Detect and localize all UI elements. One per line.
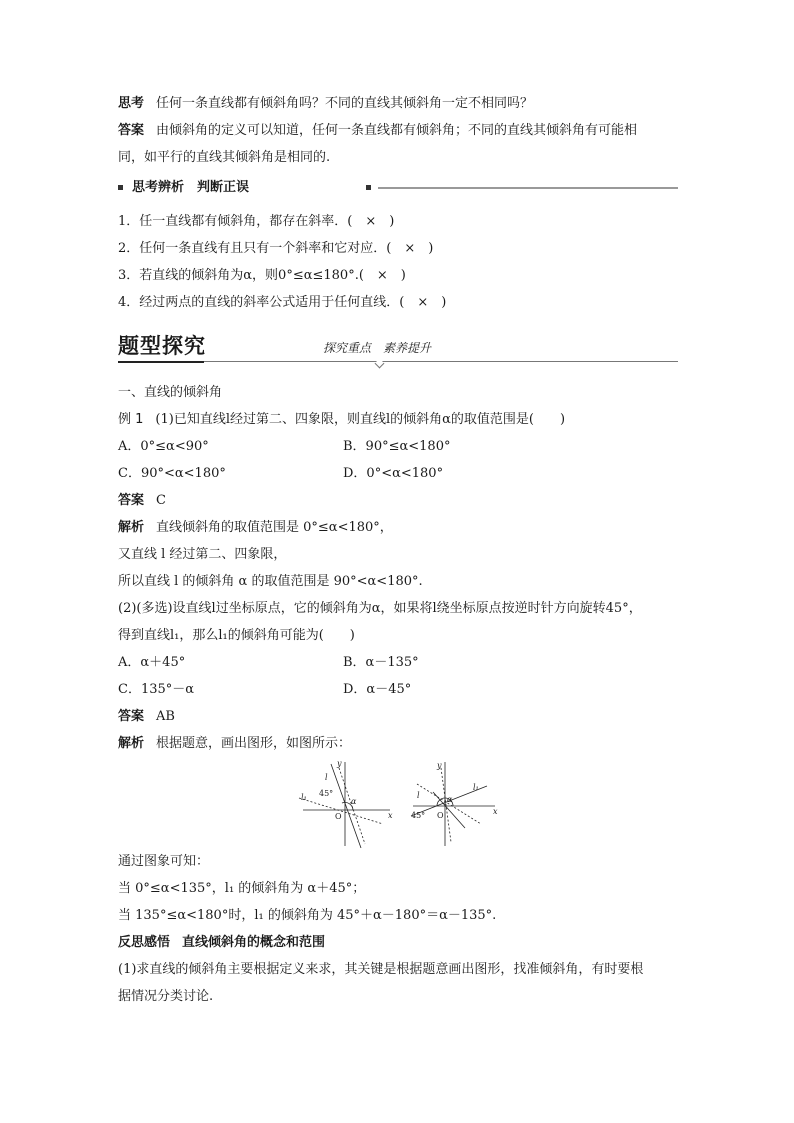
reflect-line2: 据情况分类讨论. [118, 989, 214, 1004]
example1-question [118, 410, 565, 430]
conclusion-line: 通过图象可知： [118, 854, 210, 869]
option-a: A．0°≤α<90° [118, 439, 209, 454]
option-d: D．0°<α<180° [343, 466, 444, 481]
answer-label: 答案 [118, 709, 145, 724]
section-bar-title: 思考辨析 判断正误 [132, 180, 250, 195]
think-answer-line2: 同，如平行的直线其倾斜角是相同的. [118, 150, 331, 165]
answer-value: AB [156, 709, 175, 724]
left-alpha-label: α [351, 797, 357, 806]
bar-rule [378, 187, 678, 189]
banner-title: 题型探究 [118, 334, 206, 358]
left-l-label: l [325, 773, 328, 782]
example1-q2-line1: (2)(多选)设直线l过坐标原点，它的倾斜角为α，如果将l绕坐标原点按逆时针方向旋转45°， [118, 601, 642, 616]
reflect-line1: (1)求直线的倾斜角主要根据定义来求，其关键是根据题意画出图形，找准倾斜角，有时要根 [118, 962, 644, 977]
think-question: 任何一条直线都有倾斜角吗？不同的直线其倾斜角一定不相同吗？ [156, 96, 534, 111]
heading-1: 一、直线的倾斜角 [118, 385, 223, 400]
right-45-label: 45° [411, 811, 426, 820]
line-l [331, 764, 361, 848]
example1-q2-line2: 得到直线l₁，那么l₁的倾斜角可能为( ) [118, 628, 355, 643]
section-bar [118, 178, 678, 198]
left-diagram [299, 762, 390, 848]
left-y-label: y [337, 759, 342, 768]
option-b: B．α－135° [343, 655, 419, 670]
analysis-label: 解析 [118, 736, 145, 751]
left-45-label: 45° [319, 789, 334, 798]
banner-rule [204, 361, 678, 362]
example-label: 例 1 [118, 412, 144, 427]
option-c: C．90°<α<180° [118, 466, 226, 481]
conclusion-line: 当 0°≤α<135°，l₁ 的倾斜角为 α＋45°； [118, 881, 366, 896]
bar-square-icon [366, 185, 371, 190]
option-b: B．90°≤α<180° [343, 439, 451, 454]
answer-line [118, 491, 166, 511]
option-c: C．135°－α [118, 682, 195, 697]
analysis-text: 直线倾斜角的取值范围是 0°≤α<180°， [156, 520, 393, 535]
right-o-label: O [437, 811, 444, 820]
reflect-heading [118, 933, 325, 953]
reflect-title: 直线倾斜角的概念和范围 [182, 935, 326, 950]
left-l1-label: l₁ [301, 793, 307, 802]
analysis-label: 解析 [118, 520, 145, 535]
think-question-line [118, 94, 533, 114]
answer-line [118, 707, 175, 727]
right-l-label: l [417, 791, 420, 800]
analysis-text: 又直线 l 经过第二、四象限， [118, 547, 287, 562]
think-answer-label: 答案 [118, 123, 145, 138]
judgment-item: 3．若直线的倾斜角为α，则0°≤α≤180°.( × ) [118, 268, 406, 283]
option-d: D．α－45° [343, 682, 412, 697]
bar-square-icon [118, 185, 123, 190]
conclusion-line: 当 135°≤α<180°时，l₁ 的倾斜角为 45°＋α－180°＝α－135°. [118, 908, 497, 923]
analysis-text: 所以直线 l 的倾斜角 α 的取值范围是 90°<α<180°. [118, 574, 423, 589]
analysis-text: 根据题意，画出图形，如图所示： [156, 736, 352, 751]
answer-label: 答案 [118, 493, 145, 508]
think-label: 思考 [118, 96, 145, 111]
judgment-item: 1．任一直线都有倾斜角，都存在斜率．( × ) [118, 214, 395, 229]
answer-value: C [156, 493, 166, 508]
left-x-label: x [388, 811, 393, 820]
think-answer-line1 [118, 121, 637, 141]
analysis-line [118, 518, 393, 538]
think-answer-text1: 由倾斜角的定义可以知道，任何一条直线都有倾斜角；不同的直线其倾斜角有可能相 [156, 123, 638, 138]
right-alpha-label: α [447, 795, 453, 804]
right-x-label: x [493, 807, 498, 816]
dash-line [417, 784, 481, 824]
dash-line [441, 768, 451, 842]
analysis-line [118, 734, 351, 754]
right-diagram [411, 762, 495, 846]
reflect-label: 反思感悟 [118, 935, 171, 950]
banner-underline [118, 361, 204, 363]
judgment-item: 2．任何一条直线有且只有一个斜率和它对应．( × ) [118, 241, 434, 256]
left-o-label: O [335, 812, 342, 821]
banner-subtitle: 探究重点 素养提升 [323, 341, 432, 355]
option-a: A．α＋45° [118, 655, 186, 670]
inclination-figure [295, 758, 500, 848]
judgment-item: 4．经过两点的直线的斜率公式适用于任何直线．( × ) [118, 295, 447, 310]
section-banner [118, 332, 678, 364]
right-y-label: y [437, 761, 442, 770]
right-l1-label: l₁ [473, 783, 479, 792]
example1-q1: (1)已知直线l经过第二、四象限，则直线l的倾斜角α的取值范围是( ) [155, 412, 566, 427]
